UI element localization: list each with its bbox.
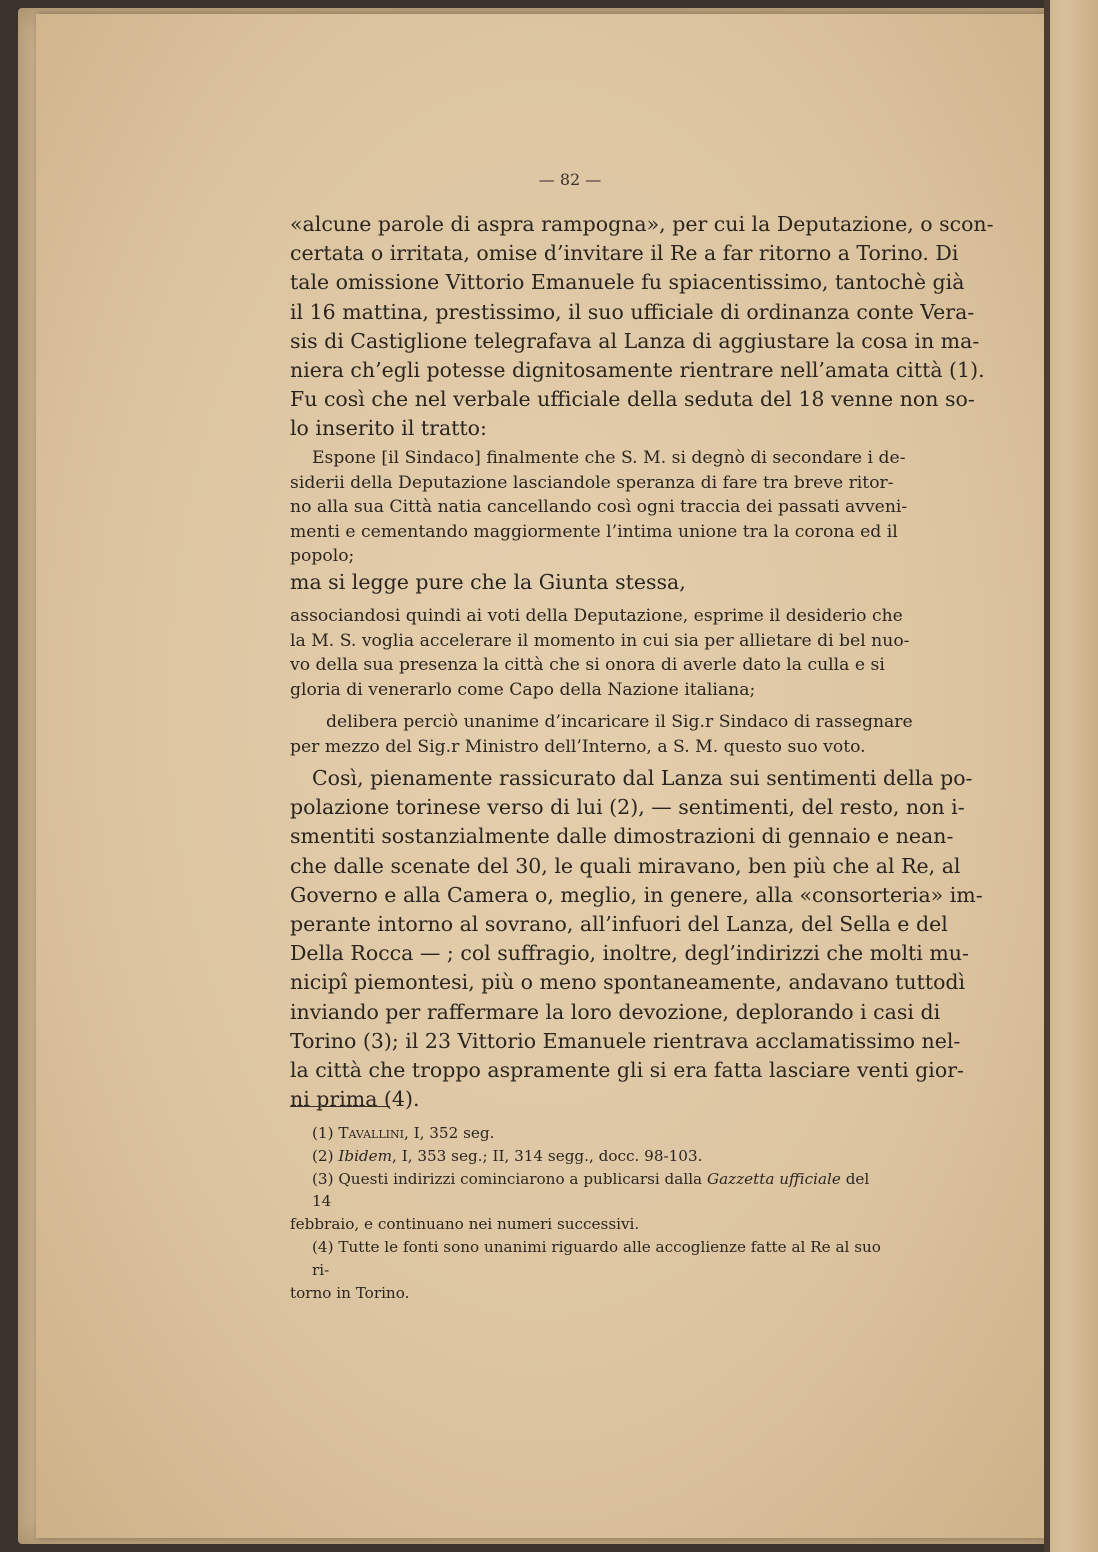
footnote-4-continued: torno in Torino.: [290, 1283, 410, 1302]
text-line: sis di Castiglione telegrafava al Lanza di aggiustare la cosa in ma-: [290, 328, 980, 353]
quote-3: [290, 710, 913, 759]
footnote-author: Tavallini: [338, 1124, 404, 1142]
footnote-text: , I, 352 seg.: [403, 1124, 495, 1142]
quote-line: associandosi quindi ai voti della Deputazione, esprime il desiderio che: [290, 606, 903, 626]
quote-2: [290, 604, 910, 702]
quote-line: per mezzo del Sig.r Ministro dell’Interno, a S. M. questo suo voto.: [290, 736, 866, 757]
text-line: la città che troppo aspramente gli si era fatta lasciare venti gior-: [290, 1058, 964, 1083]
text-line: Governo e alla Camera o, meglio, in genere, alla «consorteria» im-: [290, 882, 983, 907]
footnote-number: (3): [312, 1169, 334, 1188]
text-line: inviando per raffermare la loro devozione, deplorando i casi di: [290, 999, 941, 1024]
footnote-1: [290, 1122, 890, 1145]
footnote-2: [290, 1145, 890, 1168]
quote-line: siderii della Deputazione lasciandole speranza di fare tra breve ritor-: [290, 472, 894, 493]
quote-line: delibera perciò unanime d’incaricare il Sig.r Sindaco di rassegnare: [326, 712, 913, 732]
footnote-4: [290, 1236, 890, 1282]
text-line: «alcune parole di aspra rampogna», per cui la Deputazione, o scon-: [290, 212, 994, 236]
footnote-number: (1): [312, 1124, 334, 1142]
text-line: lo inserito il tratto:: [290, 416, 487, 441]
text-line: niera ch’egli potesse dignitosamente rientrare nell’amata città (1).: [290, 358, 985, 383]
quote-line: la M. S. voglia accelerare il momento in cui sia per allietare di bel nuo-: [290, 630, 910, 651]
binding-gutter: [1044, 0, 1050, 1552]
text-line: tale omissione Vittorio Emanuele fu spiacentissimo, tantochè già: [290, 270, 965, 295]
text-line: Della Rocca — ; col suffragio, inoltre, degl’indirizzi che molti mu-: [290, 941, 969, 966]
footnote-text: Tutte le fonti sono unanimi riguardo alle accoglienze fatte al Re al suo ri-: [312, 1237, 881, 1279]
page-number: — 82 —: [538, 170, 602, 189]
text-line: ma si legge pure che la Giunta stessa,: [290, 570, 686, 594]
text-line: che dalle scenate del 30, le quali miravano, ben più che al Re, al: [290, 853, 961, 878]
quote-line: popolo;: [290, 546, 355, 566]
text-line: Torino (3); il 23 Vittorio Emanuele rientrava acclamatissimo nel-: [290, 1028, 961, 1053]
quote-1: [290, 446, 908, 569]
paragraph-1: [290, 210, 994, 444]
text-line: Fu così che nel verbale ufficiale della seduta del 18 venne non so-: [290, 387, 975, 412]
text-line: Così, pienamente rassicurato dal Lanza sui sentimenti della po-: [312, 766, 973, 790]
footnote-3: [290, 1168, 890, 1214]
text-line: smentiti sostanzialmente dalle dimostrazioni di gennaio e nean-: [290, 824, 954, 849]
text-line: perante intorno al sovrano, all’infuori del Lanza, del Sella e del: [290, 912, 948, 937]
footnote-divider: [290, 1106, 390, 1107]
text-line: ni prima (4).: [290, 1087, 420, 1112]
footnote-number: (4): [312, 1237, 334, 1256]
bridge-sentence: [290, 568, 890, 597]
footnote-ibidem: Ibidem: [338, 1146, 393, 1165]
footnote-number: (2): [312, 1146, 334, 1165]
quote-line: gloria di venerarlo come Capo della Nazione italiana;: [290, 679, 756, 700]
text-line: nicipî piemontesi, più o meno spontaneamente, andavano tuttodì: [290, 970, 966, 995]
text-line: certata o irritata, omise d’invitare il Re a far ritorno a Torino. Di: [290, 241, 959, 266]
footnote-text: del 14: [312, 1169, 870, 1211]
quote-line: menti e cementando maggiormente l’intima unione tra la corona ed il: [290, 521, 898, 542]
footnote-journal-title: Gazzetta ufficiale: [706, 1169, 841, 1188]
footnote-text: Questi indirizzi cominciarono a publicarsi dalla: [338, 1169, 703, 1188]
footnote-3-continued: febbraio, e continuano nei numeri successivi.: [290, 1215, 640, 1234]
quote-line: vo della sua presenza la città che si onora di averle dato la culla e si: [290, 655, 885, 675]
footnote-text: , I, 353 seg.; II, 314 segg., docc. 98-103.: [392, 1146, 703, 1165]
quote-line: Espone [il Sindaco] finalmente che S. M. si degnò di secondare i de-: [312, 448, 906, 468]
text-line: il 16 mattina, prestissimo, il suo ufficiale di ordinanza conte Vera-: [290, 299, 975, 324]
text-line: polazione torinese verso di lui (2), — sentimenti, del resto, non i-: [290, 795, 965, 820]
paragraph-2: [290, 764, 983, 1114]
footnotes: [290, 1122, 890, 1304]
quote-line: no alla sua Città natia cancellando così ogni traccia dei passati avveni-: [290, 497, 908, 517]
facing-page-edge: [1044, 0, 1098, 1552]
